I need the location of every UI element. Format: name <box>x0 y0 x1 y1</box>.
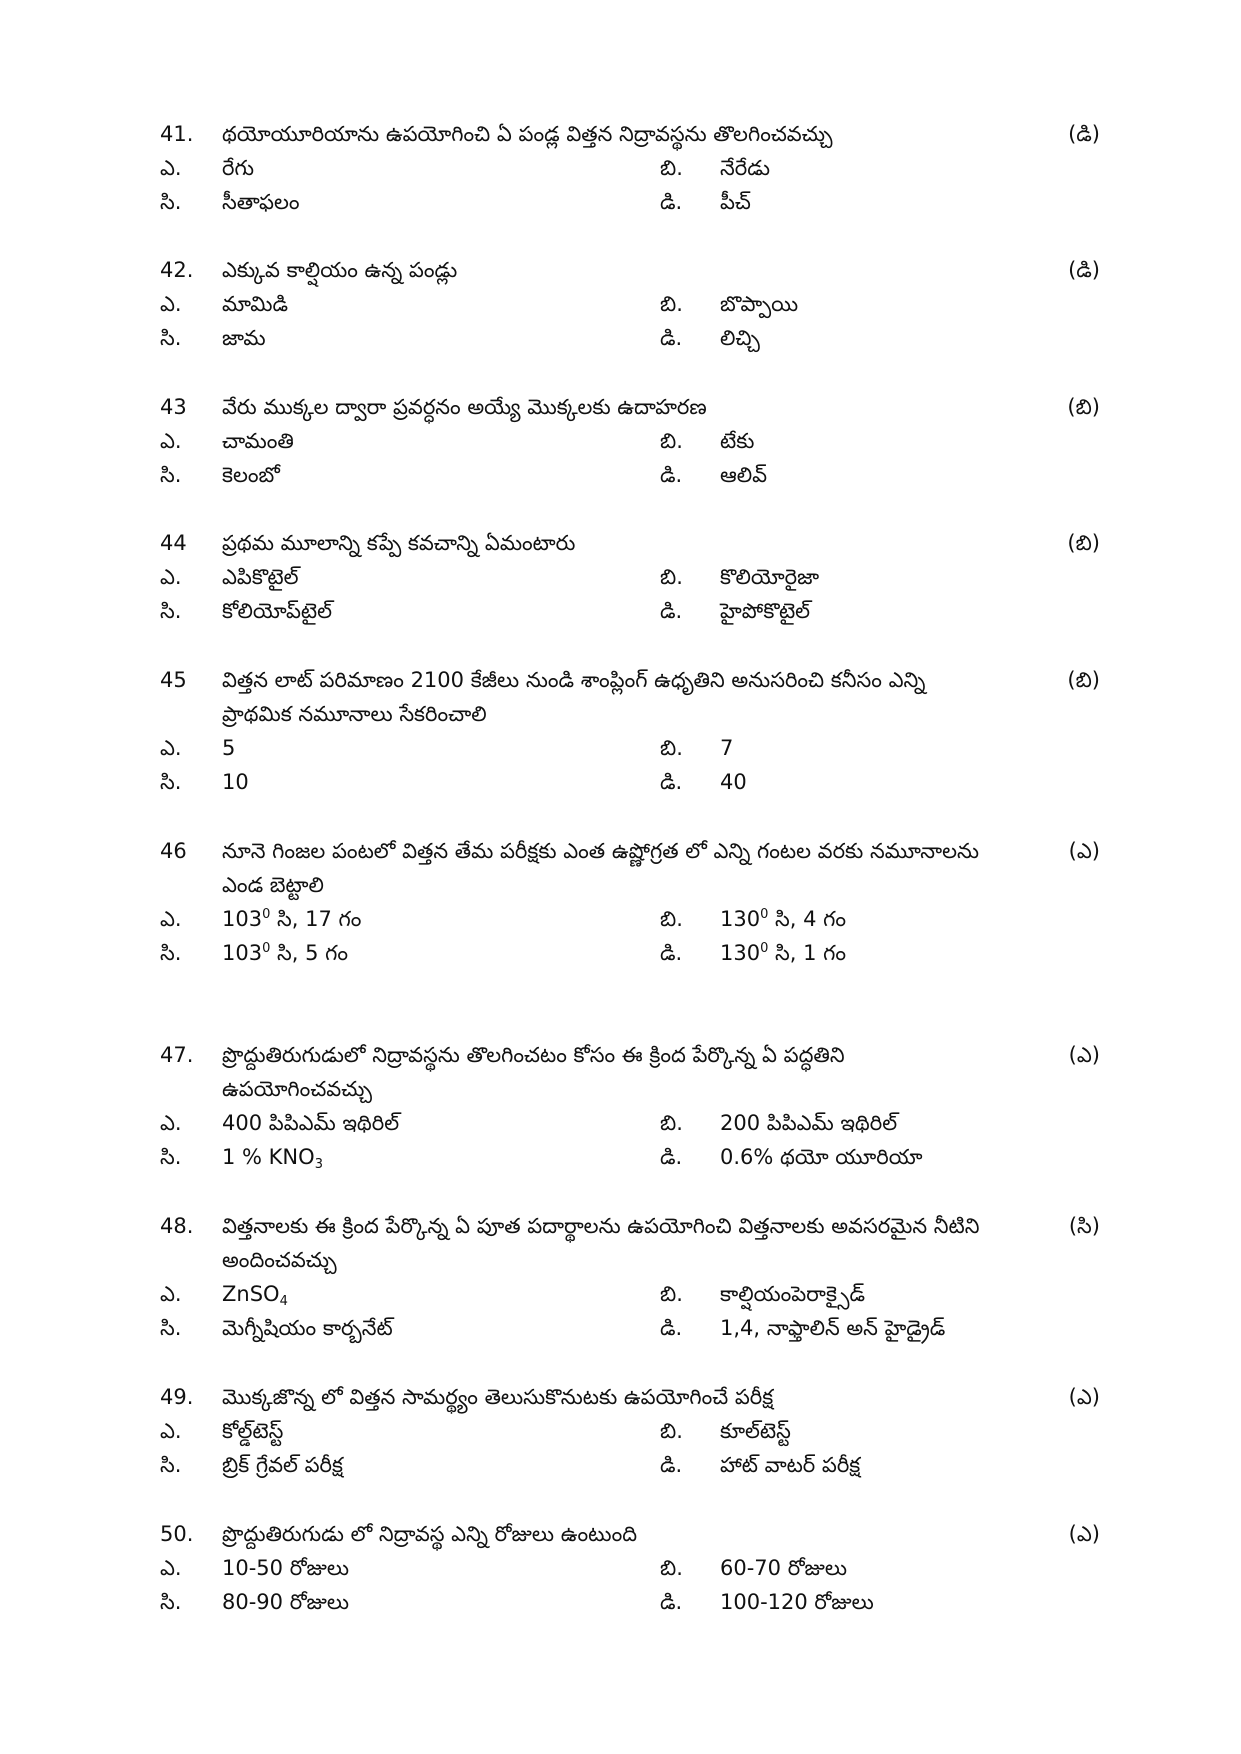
degree-superscript: 0 <box>262 907 271 922</box>
option-label: సి. <box>160 1590 182 1614</box>
question-row <box>160 117 1100 151</box>
option-text: మెగ్నీషియం కార్బనేట్ <box>222 1316 393 1340</box>
option-text: హాట్ వాటర్ పరీక్ష <box>720 1453 861 1477</box>
option-text: 40 <box>720 770 747 794</box>
option-label: బి. <box>660 1111 683 1135</box>
option-text <box>720 902 846 936</box>
answer-key: (డి) <box>1068 258 1100 282</box>
option-label: ఎ. <box>160 156 182 180</box>
option-label: సి. <box>160 770 182 794</box>
question-text: థయోయూరియాను ఉపయోగించి ఏ పండ్ల విత్తన నిద్రావస్థను తొలగించవచ్చు <box>222 122 833 146</box>
option-value: 103 <box>222 907 263 931</box>
option-text: 60-70 రోజులు <box>720 1556 848 1580</box>
question-number: 41. <box>160 122 194 146</box>
question-block <box>160 117 1100 219</box>
option-label: డి. <box>660 770 683 794</box>
question-number: 45 <box>160 668 187 692</box>
degree-superscript: 0 <box>760 941 769 956</box>
option-text: 10 <box>222 770 249 794</box>
option-text: కాల్షియంపెరాక్సైడ్ <box>720 1282 865 1306</box>
option-label: బి. <box>660 565 683 589</box>
options-row <box>160 1140 1100 1174</box>
option-label: సి. <box>160 941 182 965</box>
answer-key: (బి) <box>1067 668 1100 692</box>
options-row <box>160 731 1100 765</box>
option-label: డి. <box>660 326 683 350</box>
option-label: ఎ. <box>160 1111 182 1135</box>
option-value: 103 <box>222 941 263 965</box>
answer-key: (బి) <box>1067 395 1100 419</box>
option-label: బి. <box>660 156 683 180</box>
option-label: డి. <box>660 190 683 214</box>
options-row <box>160 560 1100 594</box>
formula-subscript: 4 <box>279 1294 288 1309</box>
question-number: 49. <box>160 1385 194 1409</box>
answer-key: (ఎ) <box>1068 839 1100 863</box>
option-text <box>720 936 846 970</box>
option-label: డి. <box>660 463 683 487</box>
question-row <box>160 1038 1100 1106</box>
option-text: 5 <box>222 736 236 760</box>
answer-key: (ఎ) <box>1068 1522 1100 1546</box>
question-text: నూనె గింజల పంటలో విత్తన తేమ పరీక్షకు ఎంత ఉష్ణోగ్రత లో ఎన్ని గంటల వరకు నమూనాలను ఎండ బెట్టాలి <box>222 839 980 897</box>
options-row <box>160 1414 1100 1448</box>
option-text: కూల్‌టెస్ట్ <box>720 1419 791 1443</box>
option-label: ఎ. <box>160 1556 182 1580</box>
option-label: బి. <box>660 736 683 760</box>
option-text: లిచ్చి <box>720 326 760 350</box>
question-text: ప్రథమ మూలాన్ని కప్పే కవచాన్ని ఏమంటారు <box>222 531 576 555</box>
options-row <box>160 151 1100 185</box>
option-formula: ZnSO <box>222 1282 280 1306</box>
option-text: బ్రిక్ గ్రేవల్ పరీక్ష <box>222 1453 343 1477</box>
option-text: బొప్పాయి <box>720 292 799 316</box>
option-text: 10-50 రోజులు <box>222 1556 350 1580</box>
option-label: సి. <box>160 190 182 214</box>
question-block <box>160 1038 1100 1174</box>
option-label: ఎ. <box>160 565 182 589</box>
question-block <box>160 1517 1100 1619</box>
option-text: టేకు <box>720 429 755 453</box>
option-unit: సి, 1 గం <box>768 941 847 965</box>
option-text: కోల్డ్‌టెస్ట్ <box>222 1419 284 1443</box>
option-label: సి. <box>160 1316 182 1340</box>
question-number: 42. <box>160 258 194 282</box>
option-label: బి. <box>660 1556 683 1580</box>
option-text: నేరేడు <box>720 156 771 180</box>
options-row <box>160 1106 1100 1140</box>
option-label: సి. <box>160 1145 182 1169</box>
question-block <box>160 1209 1100 1345</box>
option-text <box>222 902 361 936</box>
question-row <box>160 390 1100 424</box>
option-label: ఎ. <box>160 1419 182 1443</box>
option-label: సి. <box>160 326 182 350</box>
question-text: ప్రొద్దుతిరుగుడు లో నిద్రావస్థ ఎన్ని రోజులు ఉంటుంది <box>222 1522 638 1546</box>
option-label: ఎ. <box>160 1282 182 1306</box>
question-row <box>160 834 1100 902</box>
question-text: వేరు ముక్కల ద్వారా ప్రవర్ధనం అయ్యే మొక్కలకు ఉదాహరణ <box>222 395 707 419</box>
option-label: డి. <box>660 1316 683 1340</box>
question-text: ప్రొద్దుతిరుగుడులో నిద్రావస్థను తొలగించటం కోసం ఈ క్రింద పేర్కొన్న ఏ పద్ధతిని ఉపయోగించవచ్చు <box>222 1043 845 1101</box>
options-row <box>160 1277 1100 1311</box>
options-row <box>160 936 1100 970</box>
question-row <box>160 1209 1100 1277</box>
option-label: ఎ. <box>160 429 182 453</box>
question-row <box>160 1517 1100 1551</box>
options-row <box>160 1585 1100 1619</box>
question-block <box>160 1380 1100 1482</box>
question-text: ఎక్కువ కాల్షియం ఉన్న పండ్లు <box>222 258 458 282</box>
option-text: మామిడి <box>222 292 289 316</box>
option-text: కొలియోరైజా <box>720 565 820 589</box>
options-row <box>160 1448 1100 1482</box>
option-label: బి. <box>660 292 683 316</box>
question-row <box>160 526 1100 560</box>
options-row <box>160 287 1100 321</box>
option-text: 7 <box>720 736 734 760</box>
options-row <box>160 1311 1100 1345</box>
option-label: బి. <box>660 1419 683 1443</box>
question-text: మొక్కజొన్న లో విత్తన సామర్థ్యం తెలుసుకొనుటకు ఉపయోగించే పరీక్ష <box>222 1385 774 1409</box>
question-number: 47. <box>160 1043 194 1067</box>
option-text: 80-90 రోజులు <box>222 1590 350 1614</box>
option-text: హైపోకొటైల్ <box>720 599 811 623</box>
question-row <box>160 1380 1100 1414</box>
option-text: ఎపికొటైల్ <box>222 565 299 589</box>
option-label: డి. <box>660 941 683 965</box>
answer-key: (బి) <box>1067 531 1100 555</box>
option-text: పీచ్ <box>720 190 751 214</box>
options-row <box>160 765 1100 799</box>
question-number: 48. <box>160 1214 194 1238</box>
option-text: 100-120 రోజులు <box>720 1590 874 1614</box>
option-text: 0.6% థయో యూరియా <box>720 1145 923 1169</box>
option-value: 130 <box>720 907 761 931</box>
options-row <box>160 902 1100 936</box>
options-row <box>160 458 1100 492</box>
option-text: జామ <box>222 326 266 350</box>
option-text: 1,4, నాఫ్తాలిన్ అన్ హైడ్రైడ్ <box>720 1316 946 1340</box>
option-unit: సి, 5 గం <box>270 941 349 965</box>
option-label: ఎ. <box>160 292 182 316</box>
option-text: 200 పిపిఎమ్ ఇథిరిల్ <box>720 1111 898 1135</box>
question-number: 44 <box>160 531 187 555</box>
question-number: 46 <box>160 839 187 863</box>
options-row <box>160 1551 1100 1585</box>
options-row <box>160 185 1100 219</box>
option-text: రేగు <box>222 156 254 180</box>
options-row <box>160 424 1100 458</box>
answer-key: (సి) <box>1068 1214 1100 1238</box>
option-label: ఎ. <box>160 736 182 760</box>
options-row <box>160 594 1100 628</box>
question-block <box>160 526 1100 628</box>
option-label: బి. <box>660 429 683 453</box>
formula-subscript: 3 <box>314 1157 323 1172</box>
option-text: ఆలివ్ <box>720 463 768 487</box>
option-text <box>222 1277 288 1311</box>
option-label: బి. <box>660 1282 683 1306</box>
question-block <box>160 663 1100 799</box>
option-label: బి. <box>660 907 683 931</box>
options-row <box>160 321 1100 355</box>
option-value: 130 <box>720 941 761 965</box>
option-text <box>222 936 348 970</box>
question-number: 43 <box>160 395 187 419</box>
option-text: కెలంబో <box>222 463 280 487</box>
question-row <box>160 253 1100 287</box>
question-row <box>160 663 1100 731</box>
answer-key: (ఎ) <box>1068 1385 1100 1409</box>
degree-superscript: 0 <box>262 941 271 956</box>
option-text: కోలియోప్‌టైల్ <box>222 599 332 623</box>
option-label: ఎ. <box>160 907 182 931</box>
answer-key: (డి) <box>1068 122 1100 146</box>
question-text: విత్తన లాట్ పరిమాణం 2100 కేజీలు నుండి శాంప్లింగ్ ఉధృతిని అనుసరించి కనీసం ఎన్ని ప్రాథమిక నమూనాలు సేకరించాలి <box>222 668 926 726</box>
option-unit: సి, 4 గం <box>768 907 847 931</box>
option-label: డి. <box>660 1453 683 1477</box>
degree-superscript: 0 <box>760 907 769 922</box>
option-text <box>222 1140 323 1174</box>
option-label: డి. <box>660 1145 683 1169</box>
option-label: సి. <box>160 1453 182 1477</box>
option-unit: సి, 17 గం <box>270 907 362 931</box>
question-text: విత్తనాలకు ఈ క్రింద పేర్కొన్న ఏ పూత పదార్థాలను ఉపయోగించి విత్తనాలకు అవసరమైన నీటిని అందించవచ్చు <box>222 1214 980 1272</box>
question-block <box>160 834 1100 970</box>
option-formula: 1 % KNO <box>222 1145 315 1169</box>
option-label: సి. <box>160 463 182 487</box>
option-text: 400 పిపిఎమ్ ఇథిరిల్ <box>222 1111 400 1135</box>
option-label: డి. <box>660 599 683 623</box>
question-number: 50. <box>160 1522 194 1546</box>
option-label: డి. <box>660 1590 683 1614</box>
question-block <box>160 253 1100 355</box>
option-label: సి. <box>160 599 182 623</box>
answer-key: (ఎ) <box>1068 1043 1100 1067</box>
option-text: చామంతి <box>222 429 294 453</box>
question-block <box>160 390 1100 492</box>
option-text: సీతాఫలం <box>222 190 300 214</box>
